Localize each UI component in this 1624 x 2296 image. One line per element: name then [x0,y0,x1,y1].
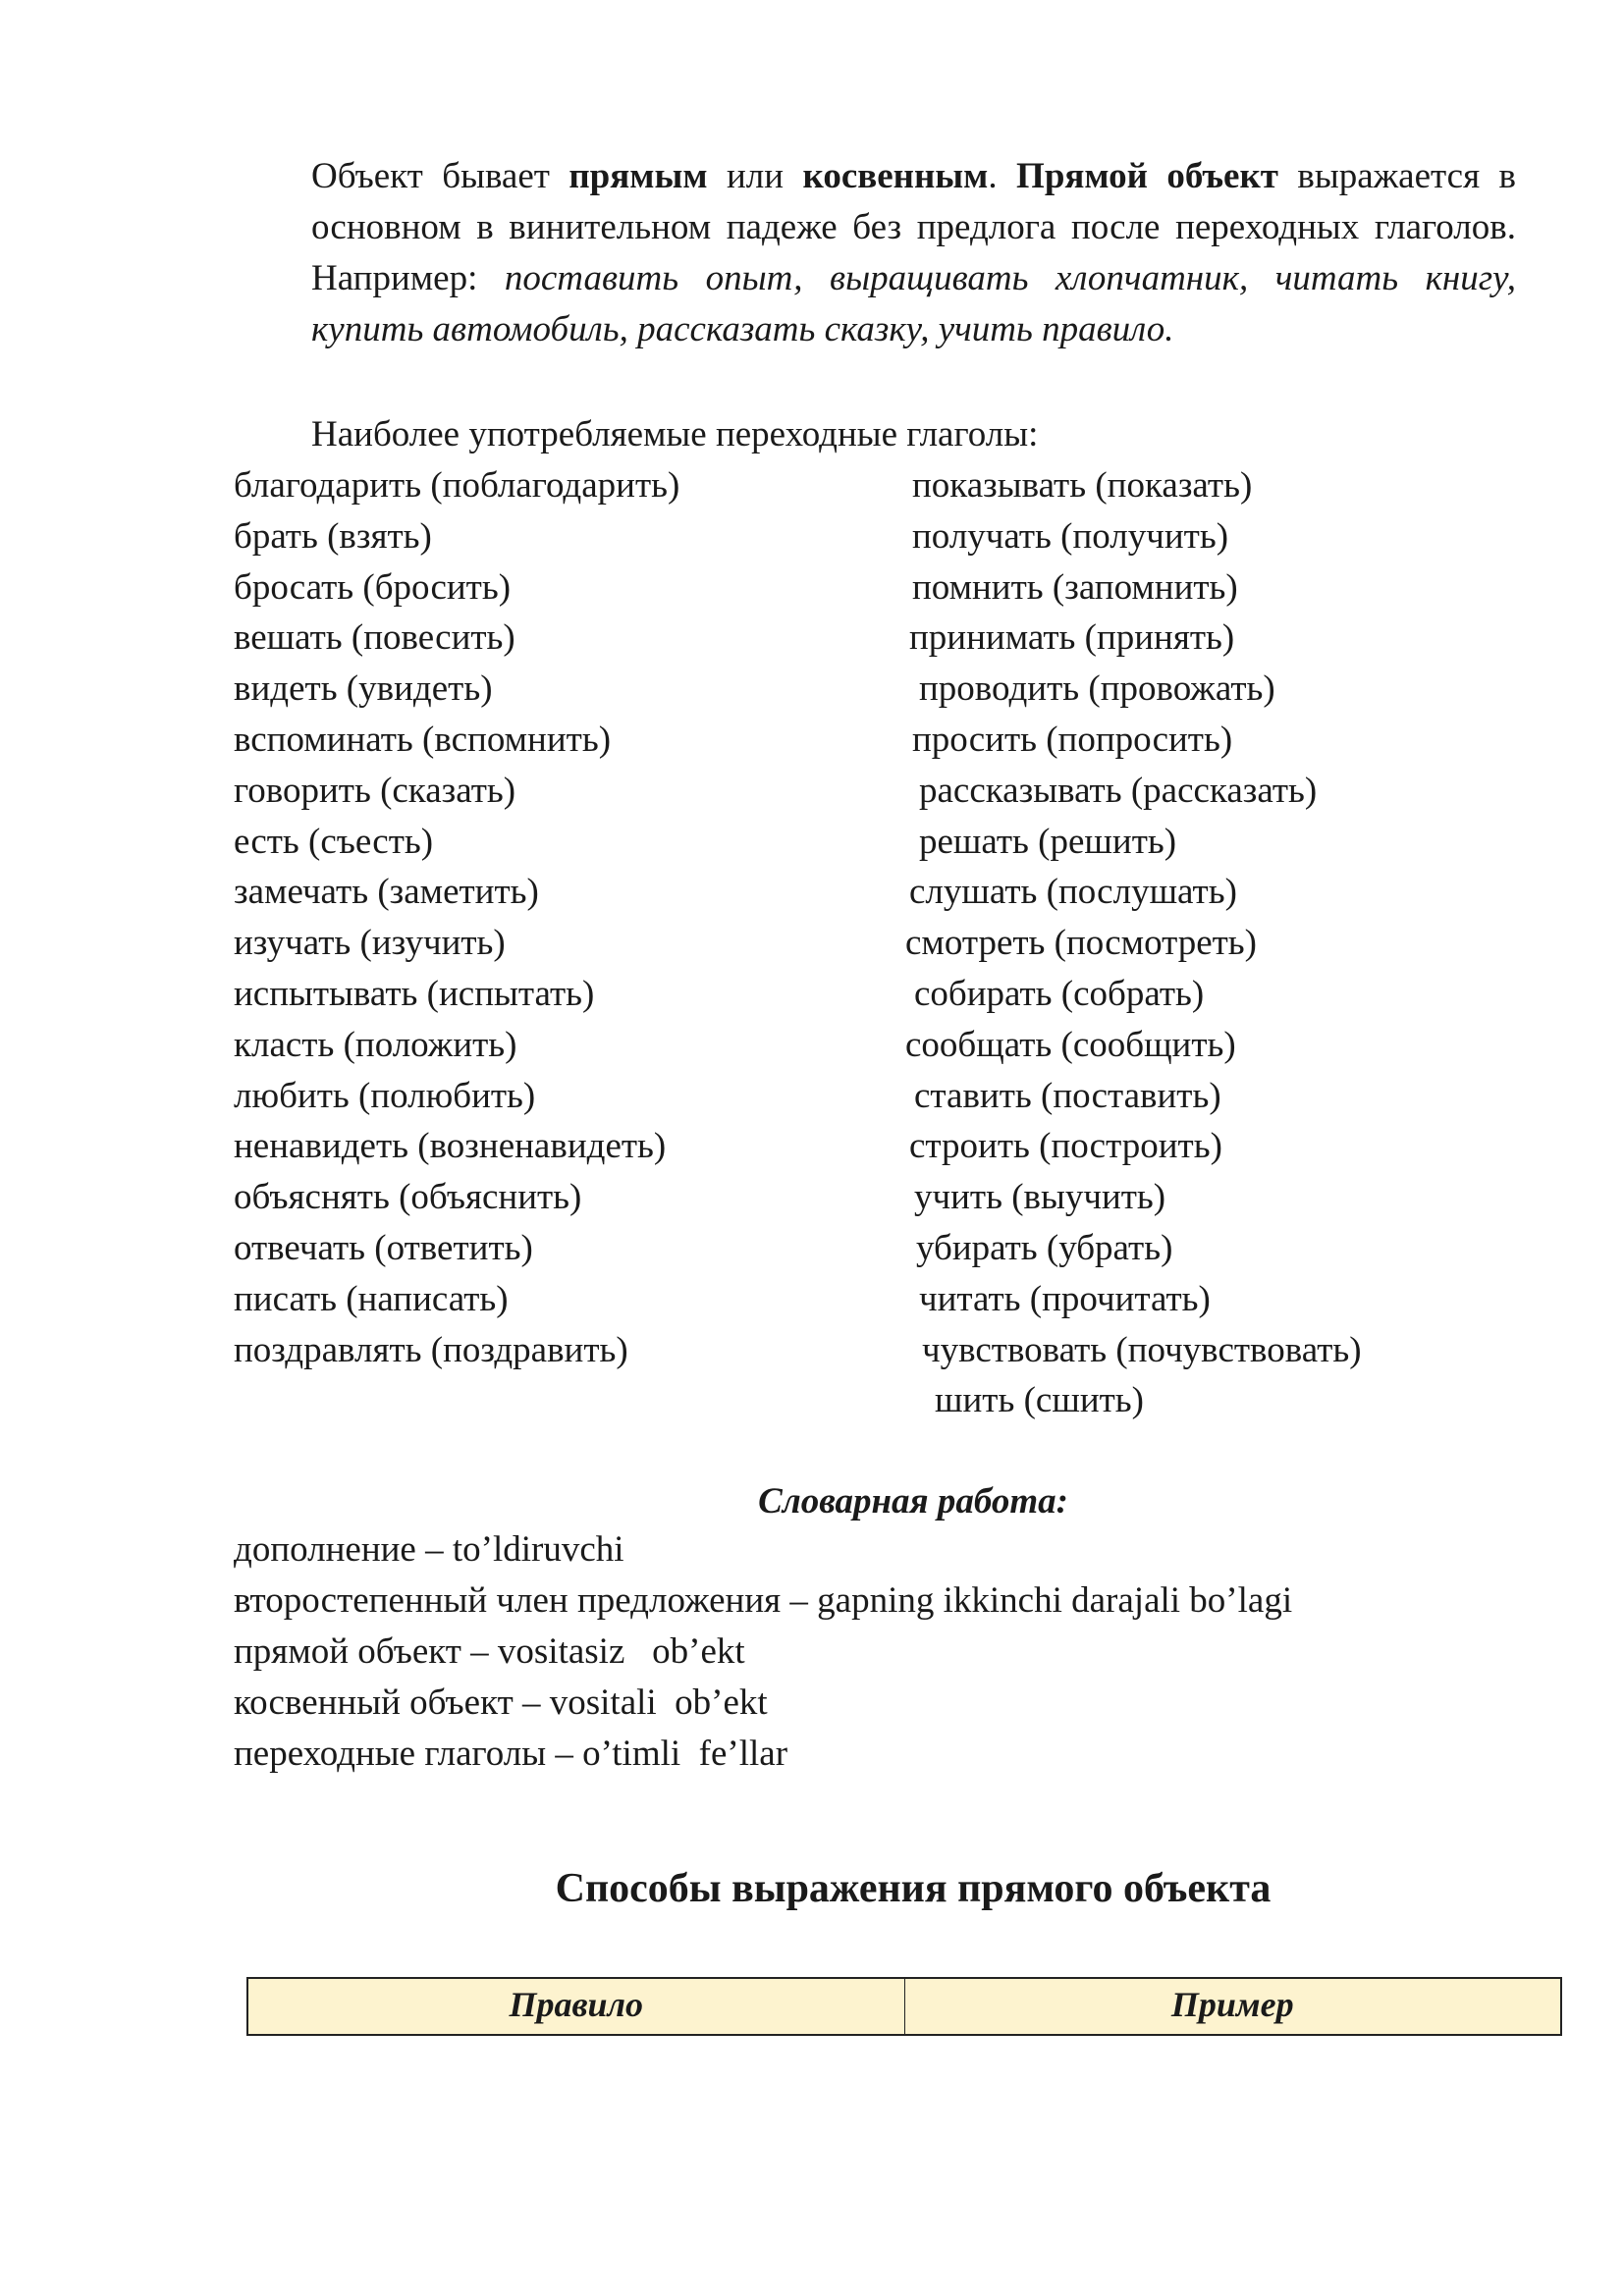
verb-right-item: показывать (показать) [912,465,1253,506]
vocab-title: Словарная работа: [758,1481,1068,1522]
verbs-intro: Наиболее употребляемые переходные глаголы: [311,414,1039,454]
verb-right-item: просить (попросить) [912,720,1233,760]
verb-right-item: шить (сшить) [935,1380,1144,1421]
verb-left-item: благодарить (поблагодарить) [234,465,680,506]
verb-left-item: объяснять (объяснить) [234,1177,582,1218]
intro-seg-bold: прямым [568,156,708,196]
verb-left-item: говорить (сказать) [234,770,516,811]
table-header-example: Пример [904,1979,1561,2034]
vocab-item: косвенный объект – vositali ob’ekt [234,1682,768,1723]
intro-paragraph [234,151,1516,355]
verb-right-item: смотреть (посмотреть) [905,923,1257,964]
intro-seg: или [707,156,803,196]
intro-seg: . [988,156,1017,196]
verb-left-item: бросать (бросить) [234,566,512,608]
intro-seg-bold: Прямой объект [1016,156,1278,196]
verb-left-item: класть (положить) [234,1024,517,1065]
verb-right-item: получать (получить) [912,515,1229,557]
verb-right-item: сообщать (сообщить) [905,1024,1236,1065]
verb-left-item: есть (съесть) [234,821,434,862]
verb-right-item: чувствовать (почувствовать) [922,1329,1362,1370]
verb-left-item: видеть (увидеть) [234,668,493,710]
rules-table [246,1977,1562,2036]
verb-left-item: изучать (изучить) [234,923,506,964]
verb-right-item: принимать (принять) [909,617,1235,659]
section-title: Способы выражения прямого объекта [555,1866,1272,1911]
verb-right-item: ставить (поставить) [914,1075,1221,1116]
vocab-item: второстепенный член предложения – gapning ikkinchi darajali bo’lagi [234,1580,1293,1621]
intro-seg-italic: поставить опыт, выращивать хлопчатник, читать книгу, купить автомобиль, рассказать сказку, учить правило. [311,258,1517,349]
verb-left-item: отвечать (ответить) [234,1228,533,1268]
verb-left-item: испытывать (испытать) [234,974,595,1014]
verb-left-item: замечать (заметить) [234,872,539,913]
verb-left-item: поздравлять (поздравить) [234,1329,628,1370]
verb-right-item: читать (прочитать) [919,1278,1211,1319]
intro-text [234,151,1516,355]
verb-left-item: ненавидеть (возненавидеть) [234,1126,667,1167]
verb-left-item: писать (написать) [234,1278,509,1319]
verb-left-item: вешать (повесить) [234,617,515,659]
intro-seg: выражается в основном в винительном падеже без предлога после переходных глаголов. Например: [311,156,1516,298]
vocab-item: прямой объект – vositasiz ob’ekt [234,1631,745,1672]
verb-left-item: вспоминать (вспомнить) [234,720,612,760]
table-header-rule: Правило [509,1985,644,2024]
verb-right-item: рассказывать (рассказать) [919,770,1318,811]
vocab-item: переходные глаголы – o’timli fe’llar [234,1734,788,1774]
verb-right-item: слушать (послушать) [909,872,1237,913]
verb-right-item: строить (построить) [909,1126,1222,1167]
verb-right-item: помнить (запомнить) [912,566,1238,608]
verb-left-item: брать (взять) [234,515,432,557]
vocab-item: дополнение – to’ldiruvchi [234,1529,624,1570]
verb-right-item: проводить (провожать) [919,668,1275,710]
intro-seg: Объект бывает [311,156,569,196]
verb-left-item: любить (полюбить) [234,1075,536,1116]
verb-right-item: решать (решить) [919,821,1177,862]
verb-right-item: учить (выучить) [914,1177,1166,1218]
intro-seg-bold: косвенным [802,156,989,196]
verb-right-item: собирать (собрать) [914,974,1205,1014]
verb-right-item: убирать (убрать) [916,1228,1173,1268]
